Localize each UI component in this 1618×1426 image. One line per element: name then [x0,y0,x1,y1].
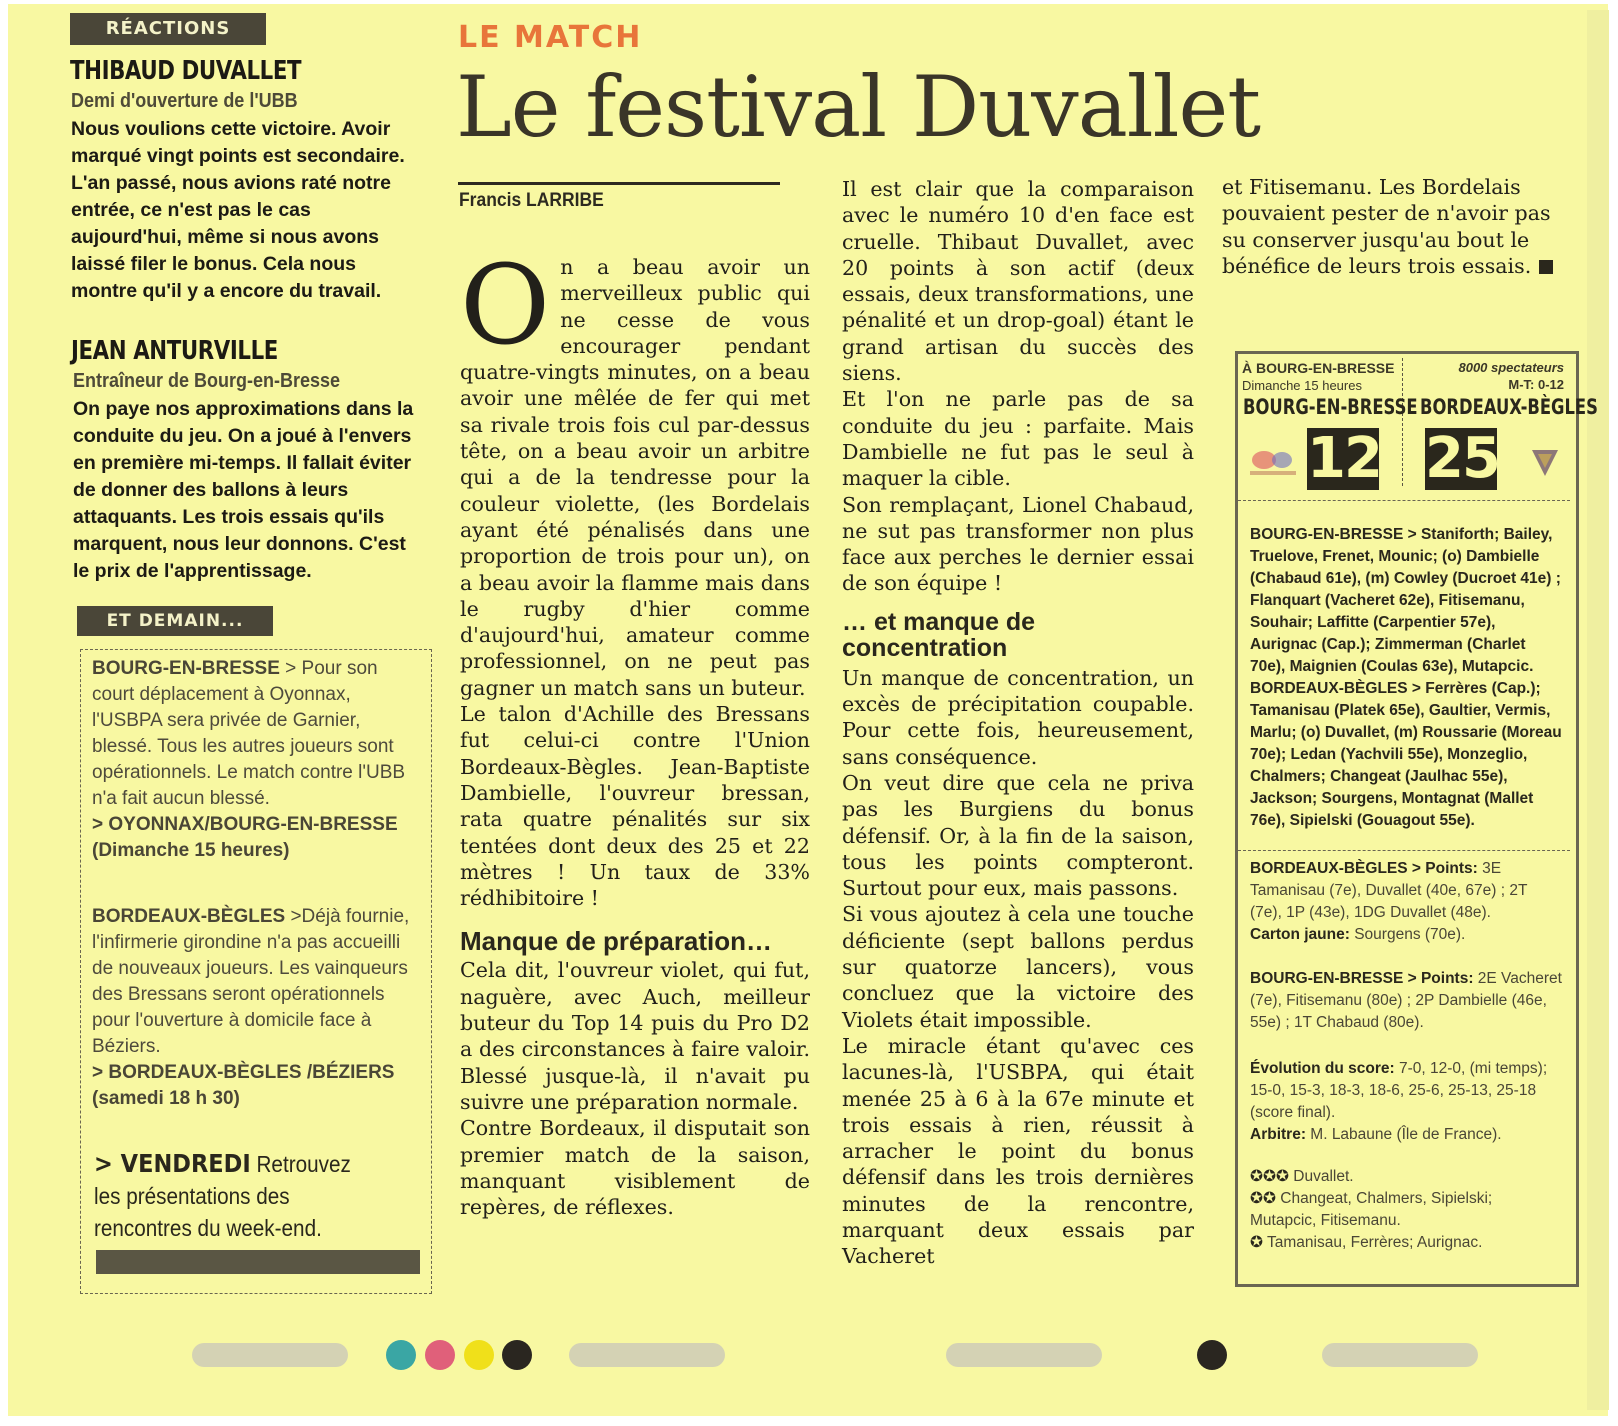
three-stars-icon: ✪✪✪ [1250,1168,1289,1185]
bourg-logo-icon [1244,444,1302,480]
paragraph: Un manque de concentration, un excès de précipitation coupable. Pour cette fois, heureusement, sans conséquence. [842,665,1194,769]
decorative-bar [96,1250,420,1274]
referee-text: M. Labaune (Île de France). [1305,1126,1502,1143]
print-mark [946,1343,1102,1367]
yellow-card-text: Sourgens (70e). [1349,926,1466,943]
byline-rule [458,182,780,185]
away-score: 25 [1425,426,1499,491]
paragraph: Il est clair que la comparaison avec le numéro 10 d'en face est cruelle. Thibaut Duvallet, avec 20 points à son actif (deux essais, deux transformations, une pénalité et un drop-goal) étant le grand artisan du succès des siens. [842,177,1194,386]
paragraph: Le miracle étant qu'avec ces lacunes-là, l'USBPA, qui était menée 25 à 6 à la 67e minute et trois essais à rien, réussit à arracher le point du bonus défensif dans les trois dernières minutes de la rencontre, marquant deux essais par Vacheret [842,1033,1194,1269]
demain-bourg-text: > Pour son court déplacement à Oyonnax, l'USBPA sera privée de Garnier, blessé. Tous les autres joueurs sont opérationnels. Le match contre l'UBB n'a fait aucun blessé. [92,658,406,809]
vendredi-lead: > VENDREDI [94,1149,251,1178]
black-registration-dot [502,1340,532,1370]
demain-bordeaux-text: >Déjà fournie, l'infirmerie girondine n'a pas accueilli de nouveaux joueurs. Les vainqueurs des Bressans seront opérationnels pour l'ouverture à domicile face à Béziers. [92,906,410,1057]
print-mark [192,1343,348,1367]
end-mark [1539,260,1553,274]
two-stars-icon: ✪✪ [1250,1190,1276,1207]
paragraph: Le talon d'Achille des Bressans fut celui-ci contre l'Union Bordeaux-Bègles. Jean-Baptiste Dambielle, l'ouvreur bressan, rata quatre pénalités sur six tentées dont deux des 25 et 22 mètres ! Un taux de 33% rédhibitoire ! [460,702,810,911]
divider [1238,500,1570,501]
paragraph: Contre Bordeaux, il disputait son premier match de la saison, manquant visiblement de repères, de réflexes. [460,1116,810,1220]
home-score: 12 [1307,426,1381,491]
article-column-1 [460,241,810,1220]
divider [1238,850,1570,851]
article-column-2 [842,176,1194,1270]
points-bordeaux-text: 3E Tamanisau (7e), Duvallet (40e, 67e) ; 2T (7e), 1P (43e), 1DG Duvallet (48e). [1250,860,1528,921]
demain-bordeaux-team: BORDEAUX-BÈGLES [92,906,286,927]
match-date: Dimanche 15 heures [1242,378,1362,393]
subheading: … et manque de concentration [842,607,1036,662]
paragraph: Son remplaçant, Lionel Chabaud, ne sut pas transformer non plus face aux perches le dernier essai de son équipe ! [842,492,1194,596]
headline: Le festival Duvallet [456,58,1261,156]
demain-bordeaux-next: > BORDEAUX-BÈGLES /BÉZIERS (samedi 18 h 30) [92,1062,395,1109]
yellow-card-head: Carton jaune: [1250,926,1350,943]
points-bordeaux-head: BORDEAUX-BÈGLES > Points: [1250,860,1478,877]
subheading: Manque de préparation… [460,926,773,957]
vendredi-text: Retrouvez les présentations des rencontres du week-end. [94,1151,351,1241]
kicker: LE MATCH [458,20,643,55]
demain-bourg [92,656,422,864]
points-bourg-head: BOURG-EN-BRESSE > Points: [1250,970,1474,987]
paragraph: Cela dit, l'ouvreur violet, qui fut, naguère, avec Auch, meilleur buteur du Top 14 puis du Pro D2 a des circonstances à faire valoir. Blessé jusque-là, il n'avait pu suivre une préparation normale. [460,958,810,1114]
byline: Francis LARRIBE [459,190,604,211]
print-mark [569,1343,725,1367]
page-edge [1587,10,1609,1410]
cyan-registration-dot [386,1340,416,1370]
yellow-registration-dot [464,1340,494,1370]
spectators: 8000 spectateurs [1458,360,1564,375]
paragraph: Si vous ajoutez à cela une touche déficiente (sept ballons perdus sur quatorze lancers), vous concluez que la victoire des Violets était impossible. [842,902,1194,1032]
magenta-registration-dot [425,1340,455,1370]
referee-head: Arbitre: [1250,1126,1306,1143]
score-divider [1402,358,1403,486]
article-column-3 [1222,174,1580,279]
rating-1: Tamanisau, Ferrères; Aurignac. [1263,1234,1483,1251]
points-bordeaux [1250,858,1562,946]
et-demain-tag: ET DEMAIN... [77,606,273,636]
points-bourg-text: 2E Vacheret (7e), Fitisemanu (80e) ; 2P Dambielle (46e, 55e) ; 1T Chabaud (80e). [1250,970,1562,1031]
points-bourg [1250,968,1562,1034]
demain-bourg-next: > OYONNAX/BOURG-EN-BRESSE (Dimanche 15 heures) [92,814,398,861]
paragraph: et Fitisemanu. Les Bordelais pouvaient pester de n'avoir pas su conserver jusqu'au bout le bénéfice de leurs trois essais. [1222,175,1551,278]
reaction2-text: On paye nos approximations dans la conduite du jeu. On a joué à l'envers en première mi-temps. Il fallait éviter de donner des ballons à leurs attaquants. Les trois essais qu'ils marquent, nous leur donnons. C'est le prix de l'apprentissage. [73,398,414,582]
reaction1-role: Demi d'ouverture de l'UBB [71,90,298,112]
rating-3: Duvallet. [1288,1168,1354,1185]
player-ratings [1250,1166,1562,1254]
reactions-tag: RÉACTIONS [70,13,266,45]
rating-2: Changeat, Chalmers, Sipielski; Mutapcic, Fitisemanu. [1250,1190,1493,1229]
demain-bourg-team: BOURG-EN-BRESSE [92,658,280,679]
print-mark [1322,1343,1478,1367]
black-registration-dot [1197,1340,1227,1370]
away-team: BORDEAUX-BÈGLES [1420,395,1598,419]
dropcap: O [460,241,551,369]
reaction1-text: Nous voulions cette victoire. Avoir marqué vingt points est secondaire. L'an passé, nous avions raté notre entrée, ce n'est pas le cas aujourd'hui, même si nous avons laissé filer le bonus. Cela nous montre qu'il y a encore du travail. [71,118,405,302]
paragraph: On veut dire que cela ne priva pas les Burgiens du bonus défensif. Or, à la fin de la saison, tous les points compteront. Surtout pour eux, mais passons. [842,770,1194,901]
reaction2-name: JEAN ANTURVILLE [71,336,278,366]
vendredi-teaser [94,1148,382,1244]
paragraph: n a beau avoir un merveilleux public qui ne cesse de vous encourager pendant quatre-vingts minutes, on a beau avoir une mêlée de fer qui met sa rivale trois fois cul par-dessus tête, on a beau avoir un arbitre qui a de la tendresse pour la couleur violette, (les Bordelais ayant été pénalisés dans une proportion de trois pour un), on a beau avoir la flamme mais dans le rugby d'hier comme d'aujourd'hui, amateur comme professionnel, on ne peut pas gagner un match sans un buteur. [460,255,810,700]
score-evolution-head: Évolution du score: [1250,1060,1395,1077]
home-team: BOURG-EN-BRESSE [1243,395,1418,419]
halftime-score: M-T: 0-12 [1508,377,1564,392]
match-location: À BOURG-EN-BRESSE [1242,360,1395,376]
score-evolution-text: 7-0, 12-0, (mi temps); 15-0, 15-3, 18-3, 18-6, 25-6, 25-13, 25-18 (score final). [1250,1060,1548,1121]
paragraph: Et l'on ne parle pas de sa conduite du jeu : parfaite. Mais Dambielle ne fut pas le seul à maquer la cible. [842,387,1194,491]
one-star-icon: ✪ [1250,1234,1263,1251]
reaction2-role: Entraîneur de Bourg-en-Bresse [73,370,341,392]
demain-bordeaux [92,904,422,1112]
ubb-logo-icon [1528,446,1562,480]
reaction1-name: THIBAUD DUVALLET [70,56,302,86]
team-compositions: BOURG-EN-BRESSE > Staniforth; Bailey, Truelove, Frenet, Mounic; (o) Dambielle (Chabaud 61e), (m) Cowley (Ducroet 41e) ; Flanquart (Vacheret 62e), Fitisemanu, Souhair; Laffitte (Carpentier 57e), Aurignac (Cap.); Zimmerman (Charlet 70e), Maignien (Coulas 63e), Mutapcic. BORDEAUX-BÈGLES > Ferrères (Cap.); Tamanisau (Platek 65e), Gaultier, Vermis, Marlu; (o) Duvallet, (m) Roussarie (Moreau 70e); Ledan (Yachvili 55e), Monzeglio, Chalmers; Changeat (Jaulhac 55e), Jackson; Sourgens, Montagnat (Mallet 76e), Sipielski (Gouagout 55e). [1250,526,1562,829]
score-evolution [1250,1058,1562,1146]
